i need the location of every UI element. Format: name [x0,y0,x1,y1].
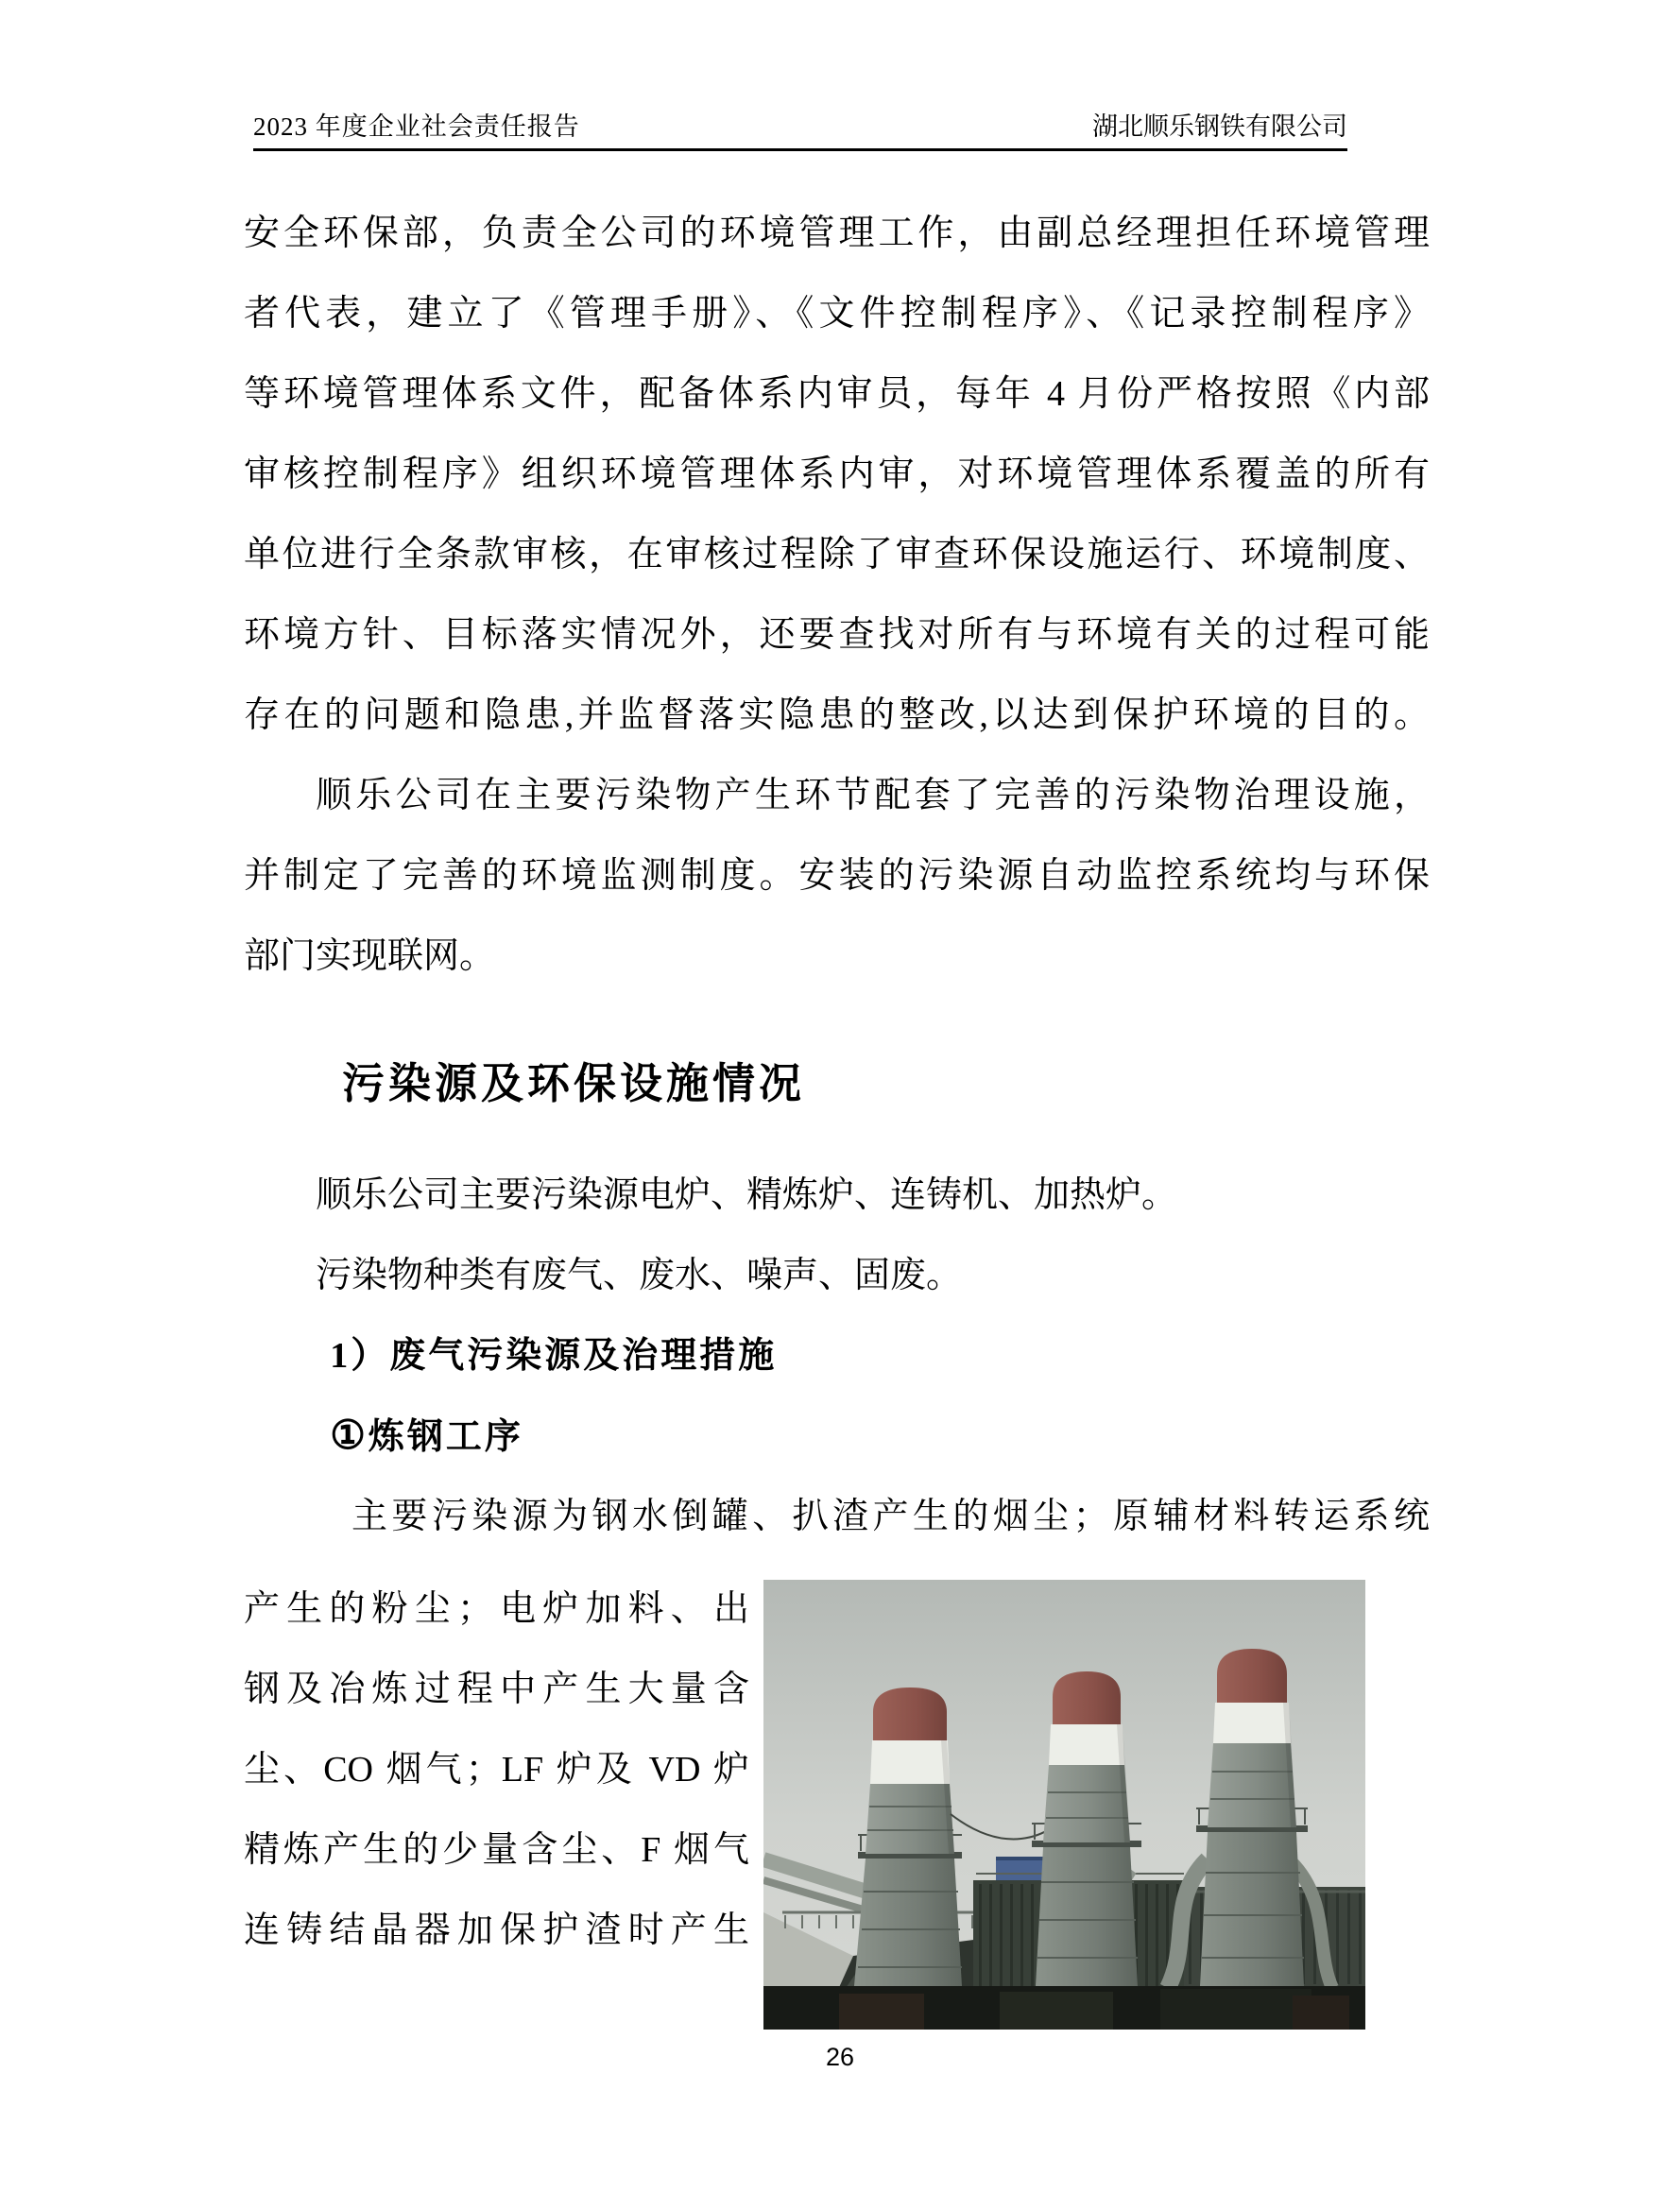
paragraph5-first-line: 主要污染源为钢水倒罐、扒渣产生的烟尘；原辅材料转运系统 [351,1497,1430,1536]
leftcol-line5: 连铸结晶器加保护渣时产生 [244,1910,749,1950]
section-title: 污染源及环保设施情况 [342,1059,806,1107]
circled-one-marker: ① [330,1414,369,1458]
leftcol-line4: 精炼产生的少量含尘、F 烟气 [244,1830,749,1870]
paragraph1-line1: 安全环保部，负责全公司的环境管理工作，由副总经理担任环境管理 [244,214,1430,253]
paragraph1-line6: 环境方针、目标落实情况外，还要查找对所有与环境有关的过程可能 [244,615,1430,655]
page-header [253,106,1347,151]
paragraph2-line1: 顺乐公司在主要污染物产生环节配套了完善的污染物治理设施， [316,776,1430,815]
page-number: 26 [825,2043,855,2071]
leftcol-line1: 产生的粉尘；电炉加料、出 [244,1589,749,1629]
paragraph1-line3: 等环境管理体系文件，配备体系内审员，每年 4 月份严格按照《内部 [244,374,1430,414]
paragraph1-line4: 审核控制程序》组织环境管理体系内审，对环境管理体系覆盖的所有 [244,454,1430,494]
header-company-name: 湖北顺乐钢铁有限公司 [1092,112,1347,141]
pollutant-types-line: 污染物种类有废气、废水、噪声、固废。 [316,1256,963,1295]
chimneys-illustration [763,1580,1365,2030]
header-report-title: 2023 年度企业社会责任报告 [253,112,580,141]
leftcol-line2: 钢及冶炼过程中产生大量含 [244,1670,749,1709]
subsection-1-title: 1）废气污染源及治理措施 [330,1336,778,1376]
subsection-1-1-label: 炼钢工序 [368,1417,523,1457]
paragraph2-line2: 并制定了完善的环境监测制度。安装的污染源自动监控系统均与环保 [244,856,1430,896]
paragraph2-line3: 部门实现联网。 [244,936,496,976]
pollution-sources-line: 顺乐公司主要污染源电炉、精炼炉、连铸机、加热炉。 [316,1175,1178,1215]
subsection-1-1-title [244,1396,1430,1477]
paragraph1-line5: 单位进行全条款审核，在审核过程除了审查环保设施运行、环境制度、 [244,535,1430,574]
factory-chimneys-photo [763,1580,1365,2030]
text-column-beside-photo [244,1569,749,1971]
leftcol-line3: 尘、CO 烟气；LF 炉及 VD 炉 [244,1750,749,1790]
paragraph1-line2: 者代表，建立了《管理手册》、《文件控制程序》、《记录控制程序》 [244,294,1430,334]
paragraph1-line7: 存在的问题和隐患,并监督落实隐患的整改,以达到保护环境的目的。 [244,695,1430,735]
